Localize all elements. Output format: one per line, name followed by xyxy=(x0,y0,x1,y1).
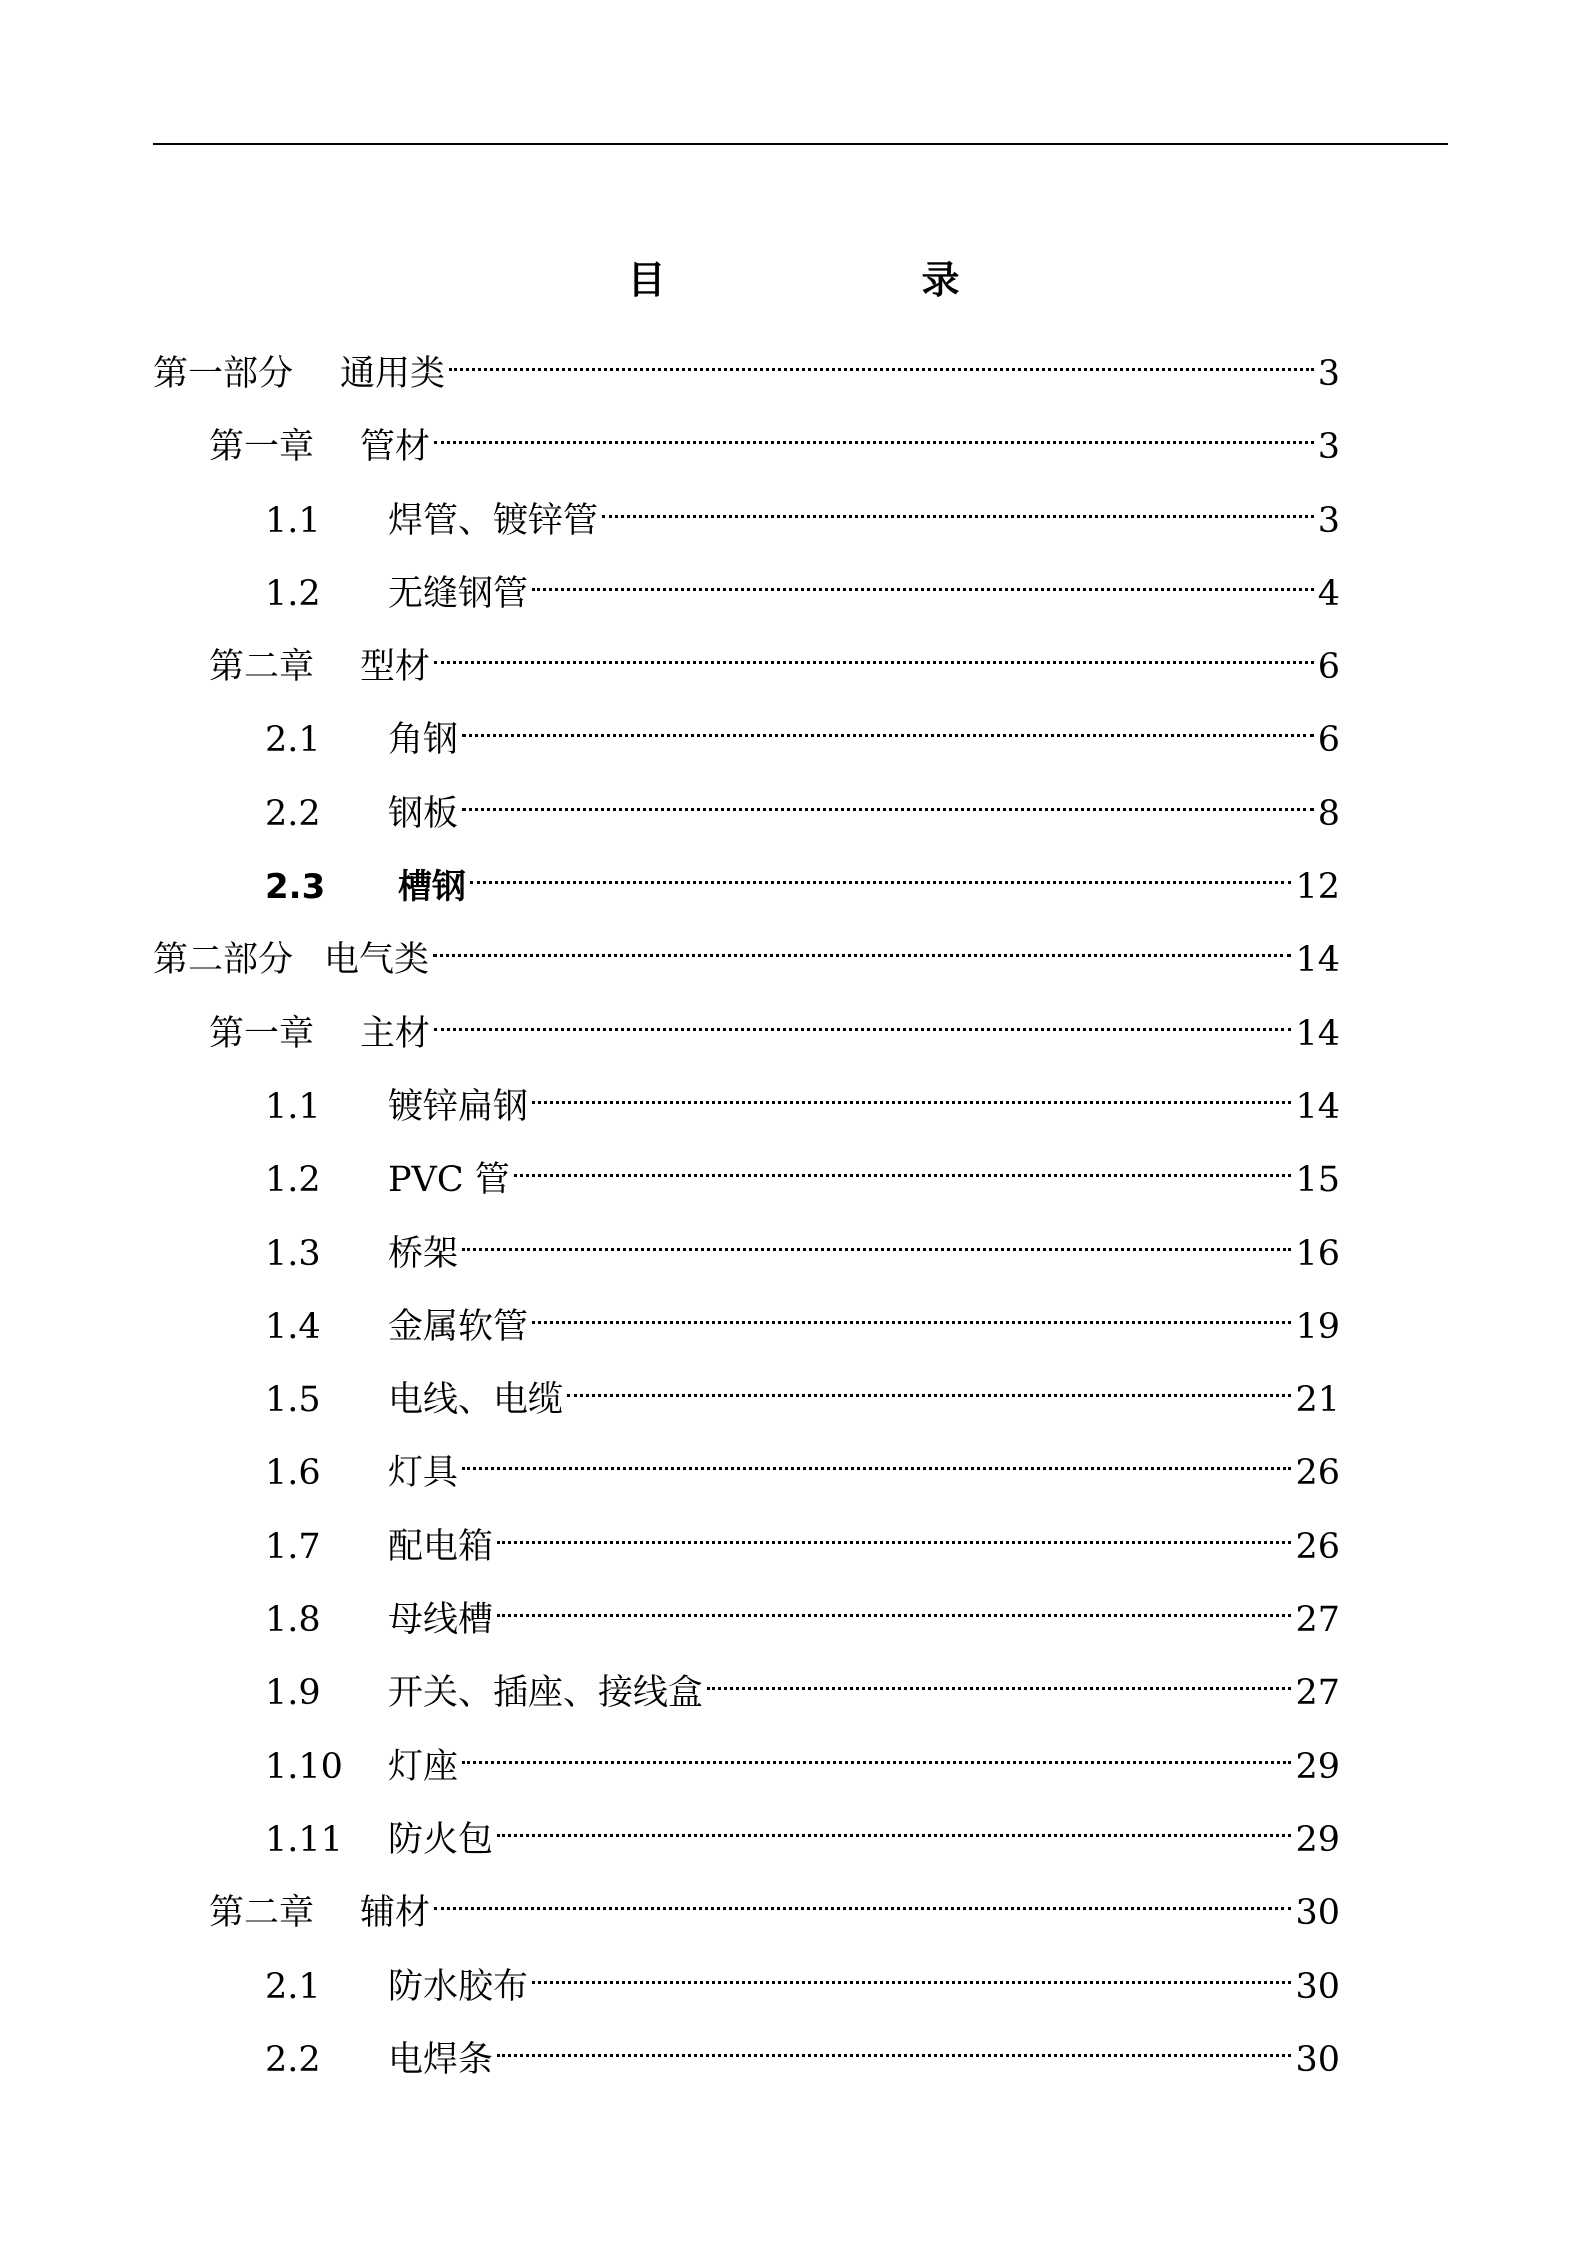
toc-entry-title: 电气类 xyxy=(324,940,430,981)
toc-entry-page: 26 xyxy=(1295,1526,1340,1567)
toc-entry-section[interactable] xyxy=(153,1131,1340,1204)
toc-entry-number: 2.1 xyxy=(265,720,321,761)
toc-entry-title: 焊管、镀锌管 xyxy=(388,500,599,541)
toc-leader-dots xyxy=(532,545,1314,605)
toc-entry-title: PVC 管 xyxy=(388,1160,510,1201)
toc-leader-dots xyxy=(434,398,1314,458)
toc-entry-chapter[interactable] xyxy=(153,618,1340,691)
toc-entry-page: 8 xyxy=(1317,793,1340,834)
toc-entry-chapter[interactable] xyxy=(153,398,1340,471)
toc-leader-dots xyxy=(497,1791,1291,1851)
toc-entry-title: 主材 xyxy=(360,1013,431,1054)
toc-entry-section[interactable] xyxy=(153,838,1340,911)
toc-leader-dots xyxy=(462,691,1314,751)
toc-entry-title: 电焊条 xyxy=(388,2039,494,2080)
toc-leader-dots xyxy=(602,472,1314,532)
toc-leader-dots xyxy=(434,618,1314,678)
toc-entry-title: 钢板 xyxy=(388,793,459,834)
toc-entry-number: 1.6 xyxy=(265,1453,321,1494)
toc-entry-title: 型材 xyxy=(360,647,431,688)
toc-entry-number: 第二章 xyxy=(209,647,315,688)
toc-leader-dots xyxy=(462,765,1314,825)
toc-entry-number: 1.1 xyxy=(265,1086,321,1127)
toc-entry-page: 27 xyxy=(1295,1673,1340,1714)
toc-leader-dots xyxy=(462,1424,1291,1484)
toc-leader-dots xyxy=(532,1278,1291,1338)
toc-entry-chapter[interactable] xyxy=(153,1864,1340,1937)
toc-entry-title: 管材 xyxy=(360,427,431,468)
toc-entry-number: 1.1 xyxy=(265,500,321,541)
toc-entry-page: 3 xyxy=(1317,427,1340,468)
toc-entry-section[interactable] xyxy=(153,545,1340,618)
toc-entry-number: 1.10 xyxy=(265,1746,343,1787)
toc-leader-dots xyxy=(449,325,1314,385)
toc-entry-title: 灯座 xyxy=(388,1746,459,1787)
toc-entry-section[interactable] xyxy=(153,1424,1340,1497)
toc-leader-dots xyxy=(532,1938,1291,1998)
toc-entry-number: 1.11 xyxy=(265,1819,343,1860)
toc-entry-number: 第二章 xyxy=(209,1893,315,1934)
toc-entry-section[interactable] xyxy=(153,1644,1340,1717)
toc-entry-page: 14 xyxy=(1295,1013,1340,1054)
toc-entry-page: 21 xyxy=(1295,1380,1340,1421)
toc-entry-page: 14 xyxy=(1295,940,1340,981)
toc-leader-dots xyxy=(532,1058,1291,1118)
toc-entry-chapter[interactable] xyxy=(153,985,1340,1058)
toc-entry-title: 角钢 xyxy=(388,720,459,761)
toc-entry-title: 配电箱 xyxy=(388,1526,494,1567)
toc-entry-number: 2.2 xyxy=(265,2039,321,2080)
toc-leader-dots xyxy=(567,1351,1291,1411)
toc-entry-section[interactable] xyxy=(153,765,1340,838)
toc-entry-title: 开关、插座、接线盒 xyxy=(388,1673,704,1714)
toc-entry-page: 6 xyxy=(1317,647,1340,688)
toc-entry-section[interactable] xyxy=(153,1278,1340,1351)
toc-leader-dots xyxy=(514,1131,1292,1191)
toc-entry-title: 通用类 xyxy=(340,354,446,394)
toc-leader-dots xyxy=(462,1205,1291,1265)
toc-leader-dots xyxy=(470,838,1291,898)
toc-entry-title: 防水胶布 xyxy=(388,1966,529,2007)
toc-title: 目 录 xyxy=(627,257,1020,302)
toc-entry-section[interactable] xyxy=(153,1718,1340,1791)
toc-entry-number: 1.2 xyxy=(265,573,321,614)
toc-entry-title: 防火包 xyxy=(388,1819,494,1860)
toc-entry-page: 14 xyxy=(1295,1086,1340,1127)
toc-entry-part-1[interactable] xyxy=(153,325,1340,398)
toc-entry-number: 1.8 xyxy=(265,1600,321,1641)
toc-leader-dots xyxy=(497,2011,1291,2071)
toc-entry-number: 第一部分 xyxy=(153,354,294,394)
toc-entry-number: 2.1 xyxy=(265,1966,321,2007)
toc-entry-title: 槽钢 xyxy=(398,867,466,908)
toc-entry-page: 15 xyxy=(1295,1160,1340,1201)
toc-leader-dots xyxy=(707,1644,1291,1704)
toc-entry-title: 无缝钢管 xyxy=(388,573,529,614)
toc-entry-number: 1.2 xyxy=(265,1160,321,1201)
toc-entry-page: 19 xyxy=(1295,1306,1340,1347)
toc-entry-number: 第二部分 xyxy=(153,940,294,981)
toc-entry-title: 桥架 xyxy=(388,1233,459,1274)
toc-entry-title: 电线、电缆 xyxy=(388,1380,564,1421)
toc-leader-dots xyxy=(434,985,1291,1045)
toc-entry-page: 3 xyxy=(1317,500,1340,541)
toc-entry-page: 29 xyxy=(1295,1746,1340,1787)
toc-entry-page: 29 xyxy=(1295,1819,1340,1860)
toc-entry-page: 30 xyxy=(1295,1966,1340,2007)
toc-entry-section[interactable] xyxy=(153,1351,1340,1424)
toc-entry-page: 3 xyxy=(1317,354,1340,394)
toc-entry-number: 2.2 xyxy=(265,793,321,834)
toc-entry-section[interactable] xyxy=(153,1571,1340,1644)
toc-entry-page: 12 xyxy=(1295,867,1340,908)
toc-entry-section[interactable] xyxy=(153,1791,1340,1864)
toc-entry-number: 1.7 xyxy=(265,1526,321,1567)
toc-entry-section[interactable] xyxy=(153,1058,1340,1131)
toc-leader-dots xyxy=(434,1864,1291,1924)
toc-leader-dots xyxy=(497,1571,1291,1631)
toc-entry-title: 灯具 xyxy=(388,1453,459,1494)
toc-entry-page: 30 xyxy=(1295,2039,1340,2080)
toc-entry-section[interactable] xyxy=(153,691,1340,764)
toc-entry-number: 1.4 xyxy=(265,1306,321,1347)
toc-leader-dots xyxy=(433,911,1291,971)
toc-entry-section[interactable] xyxy=(153,1938,1340,2011)
toc-entry-page: 16 xyxy=(1295,1233,1340,1274)
toc-entry-page: 6 xyxy=(1317,720,1340,761)
toc-entry-title: 辅材 xyxy=(360,1893,431,1934)
table-of-contents xyxy=(153,325,1340,2084)
toc-entry-page: 26 xyxy=(1295,1453,1340,1494)
toc-entry-number: 1.3 xyxy=(265,1233,321,1274)
toc-entry-number: 第一章 xyxy=(209,427,315,468)
toc-entry-page: 30 xyxy=(1295,1893,1340,1934)
toc-entry-section[interactable] xyxy=(153,1498,1340,1571)
toc-entry-section[interactable] xyxy=(153,1205,1340,1278)
toc-entry-number: 1.9 xyxy=(265,1673,321,1714)
toc-entry-title: 母线槽 xyxy=(388,1600,494,1641)
toc-entry-page: 27 xyxy=(1295,1600,1340,1641)
toc-entry-title: 镀锌扁钢 xyxy=(388,1086,529,1127)
toc-entry-number: 1.5 xyxy=(265,1380,321,1421)
toc-entry-part-2[interactable] xyxy=(153,911,1340,984)
toc-leader-dots xyxy=(462,1718,1291,1778)
header-rule xyxy=(153,143,1448,145)
toc-entry-number: 2.3 xyxy=(265,867,326,908)
toc-entry-title: 金属软管 xyxy=(388,1306,529,1347)
toc-entry-page: 4 xyxy=(1317,573,1340,614)
toc-entry-number: 第一章 xyxy=(209,1013,315,1054)
toc-entry-section[interactable] xyxy=(153,472,1340,545)
toc-entry-section[interactable] xyxy=(153,2011,1340,2084)
toc-leader-dots xyxy=(497,1498,1291,1558)
